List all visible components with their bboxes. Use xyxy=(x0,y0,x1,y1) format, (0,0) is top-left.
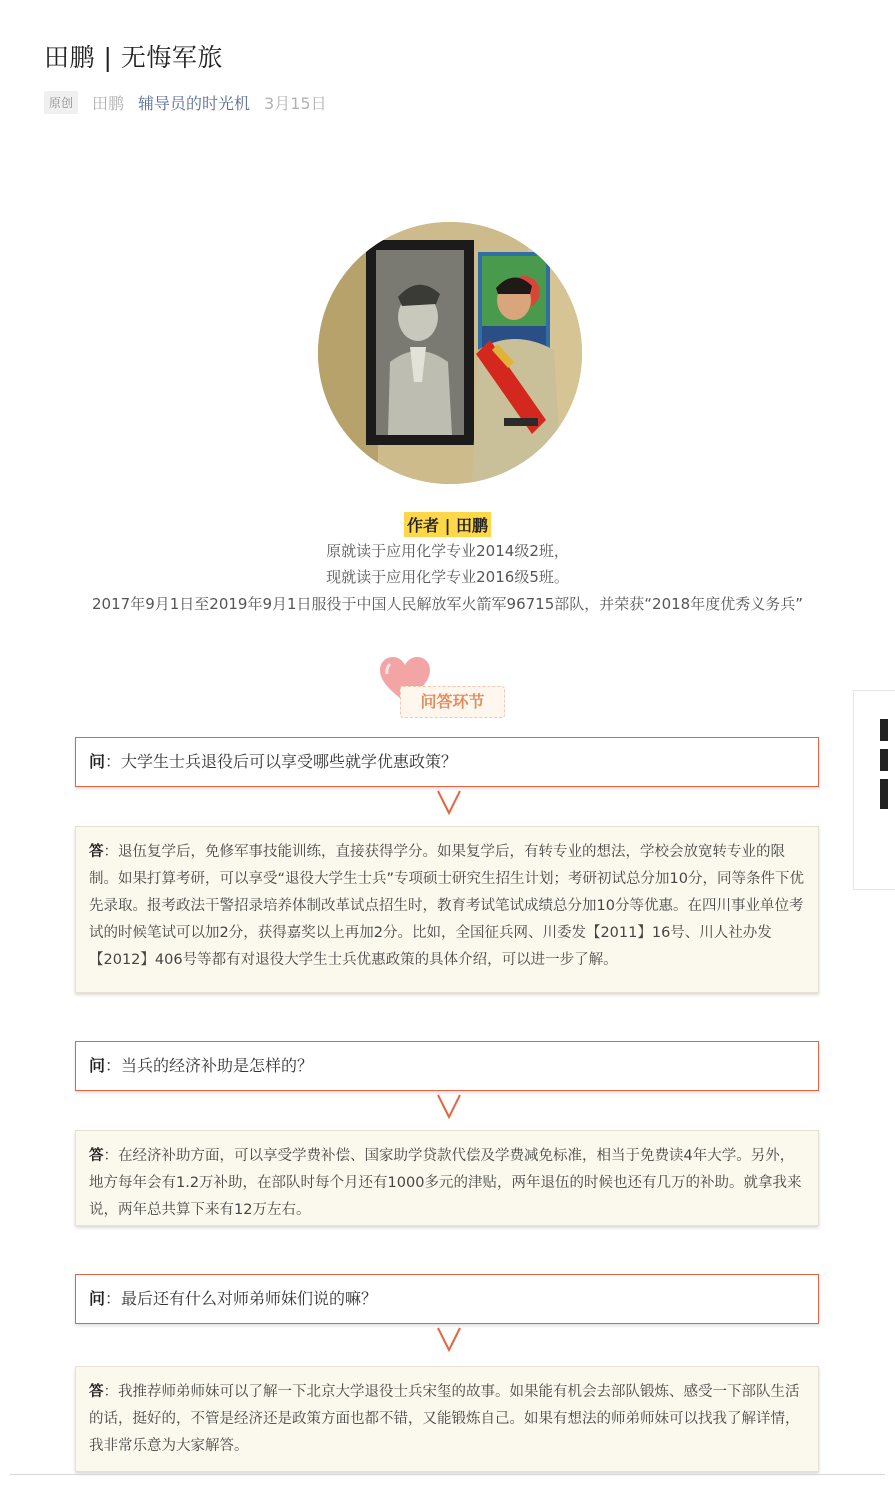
answer-text: ：我推荐师弟师妹可以了解一下北京大学退役士兵宋玺的故事。如果能有机会去部队锻炼、感受一下部队生活的话，挺好的，不管是经济还是政策方面也都不错，又能锻炼自己。如果有想法的师弟师妹可以找我了解详情，我非常乐意为大家解答。 xyxy=(89,1384,800,1454)
floating-side-panel[interactable] xyxy=(853,690,895,890)
question-box xyxy=(75,1041,819,1091)
down-pointer-icon xyxy=(436,1093,462,1119)
answer-prefix: 答 xyxy=(89,844,104,860)
divider xyxy=(10,1474,885,1475)
question-prefix: 问 xyxy=(89,1056,106,1075)
author-photo xyxy=(318,222,582,484)
answer-box xyxy=(75,1130,819,1226)
question-prefix: 问 xyxy=(89,1289,106,1308)
bio-line-1: 原就读于应用化学专业2014级2班， xyxy=(326,542,569,560)
author-name: 田鹏 xyxy=(92,94,125,113)
down-pointer-icon xyxy=(436,789,462,815)
down-pointer-icon xyxy=(436,1326,462,1352)
question-box xyxy=(75,737,819,787)
question-box xyxy=(75,1274,819,1324)
qr-fragment xyxy=(880,749,888,771)
answer-box xyxy=(75,1366,819,1472)
answer-prefix: 答 xyxy=(89,1148,104,1164)
author-tag: 作者 | 田鹏 xyxy=(404,512,491,537)
question-text: ：当兵的经济补助是怎样的？ xyxy=(105,1056,314,1075)
answer-text: ：在经济补助方面，可以享受学费补偿、国家助学贷款代偿及学费减免标准，相当于免费读4年大学。另外，地方每年会有1.2万补助，在部队时每个月还有1000多元的津贴，两年退伍的时候也还有几万的补助。就拿我来说，两年总共算下来有12万左右。 xyxy=(89,1148,802,1218)
bio-line-2: 现就读于应用化学专业2016级5班。 xyxy=(326,568,569,586)
publish-date: 3月15日 xyxy=(264,94,327,113)
article-meta xyxy=(44,91,327,114)
qa-section-label: 问答环节 xyxy=(400,686,505,718)
qr-fragment xyxy=(880,779,888,809)
author-byline xyxy=(0,512,895,537)
qa-section-header xyxy=(370,656,520,726)
answer-prefix: 答 xyxy=(89,1384,104,1400)
qr-fragment xyxy=(880,719,888,741)
answer-text: ：退伍复学后，免修军事技能训练，直接获得学分。如果复学后，有转专业的想法，学校会放宽转专业的限制。如果打算考研，可以享受“退役大学生士兵”专项硕士研究生招生计划；考研初试总分加10分，同等条件下优先录取。报考政法干警招录培养体制改革试点招生时，教育考试笔试成绩总分加10分等优惠。在四川事业单位考试的时候笔试可以加2分，获得嘉奖以上再加2分。比如，全国征兵网、川委发【2011】16号、川人社办发【2012】406号等都有对退役大学生士兵优惠政策的具体介绍，可以进一步了解。 xyxy=(89,844,804,968)
article-title: 田鹏 | 无悔军旅 xyxy=(44,43,223,72)
question-text: ：最后还有什么对师弟师妹们说的嘛？ xyxy=(105,1289,378,1308)
account-link[interactable]: 辅导员的时光机 xyxy=(138,94,251,113)
answer-box xyxy=(75,826,819,993)
question-prefix: 问 xyxy=(89,752,106,771)
question-text: ：大学生士兵退役后可以享受哪些就学优惠政策？ xyxy=(105,752,458,771)
original-badge: 原创 xyxy=(44,91,78,114)
bio-line-3: 2017年9月1日至2019年9月1日服役于中国人民解放军火箭军96715部队，并荣获“2018年度优秀义务兵” xyxy=(92,595,803,613)
